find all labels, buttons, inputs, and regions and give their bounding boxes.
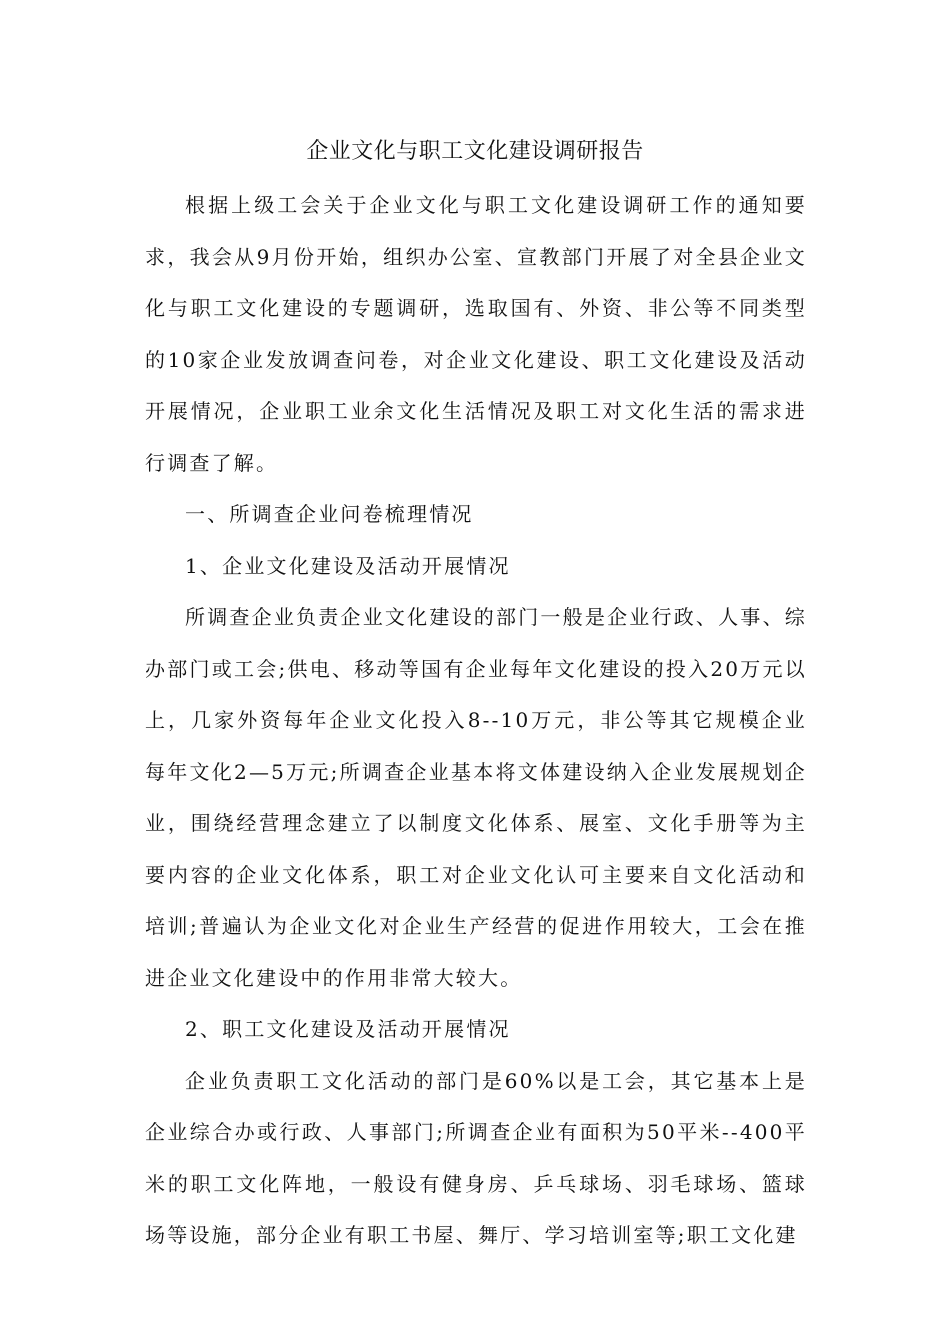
document-body (145, 180, 807, 1262)
paragraph-enterprise-culture: 所调查企业负责企业文化建设的部门一般是企业行政、人事、综办部门或工会;供电、移动等国有企业每年文化建设的投入20万元以上，几家外资每年企业文化投入8--10万元，非公等其它规模企业每年文化2—5万元;所调查企业基本将文体建设纳入企业发展规划企业，围绕经营理念建立了以制度文化体系、展室、文化手册等为主要内容的企业文化体系，职工对企业文化认可主要来自文化活动和培训;普遍认为企业文化对企业生产经营的促进作用较大，工会在推进企业文化建设中的作用非常大较大。 (145, 605, 807, 990)
section-heading-1: 一、所调查企业问卷梳理情况 (185, 502, 474, 526)
subsection-heading-1: 1、企业文化建设及活动开展情况 (185, 553, 511, 578)
paragraph-employee-culture: 企业负责职工文化活动的部门是60%以是工会，其它基本上是企业综合办或行政、人事部门;所调查企业有面积为50平米--400平米的职工文化阵地，一般设有健身房、乒乓球场、羽毛球场、篮球场等设施，部分企业有职工书屋、舞厅、学习培训室等;职工文化建 (145, 1068, 807, 1247)
paragraph-intro: 根据上级工会关于企业文化与职工文化建设调研工作的通知要求，我会从9月份开始，组织办公室、宣教部门开展了对全县企业文化与职工文化建设的专题调研，选取国有、外资、非公等不同类型的10家企业发放调查问卷，对企业文化建设、职工文化建设及活动开展情况，企业职工业余文化生活情况及职工对文化生活的需求进行调查了解。 (145, 193, 807, 475)
document-title: 企业文化与职工文化建设调研报告 (306, 139, 644, 164)
subsection-heading-2: 2、职工文化建设及活动开展情况 (185, 1017, 511, 1041)
